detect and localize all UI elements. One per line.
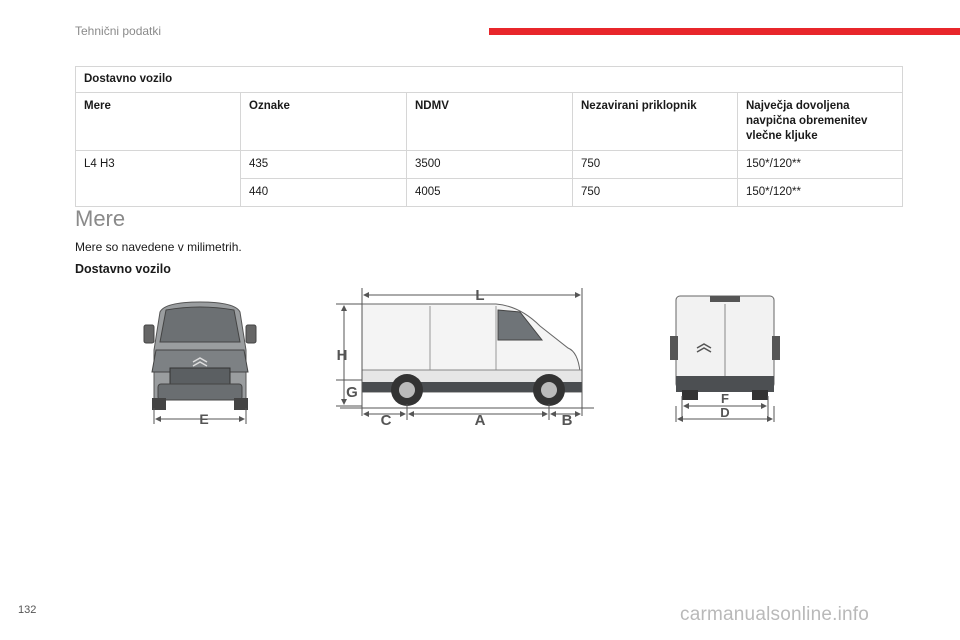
column-header: Največja dovoljena navpična obremenitev vlečne kljuke (738, 93, 903, 151)
dimension-label-a: A (474, 412, 486, 429)
dimension-label-c: C (380, 412, 392, 429)
table-cell: 4005 (407, 179, 573, 207)
column-header: Mere (76, 93, 241, 151)
dimension-label-l: L (475, 287, 485, 304)
column-header: Nezavirani priklopnik (573, 93, 738, 151)
page-number: 132 (18, 604, 37, 616)
table-caption: Dostavno vozilo (76, 67, 903, 93)
table-cell: 750 (573, 151, 738, 179)
watermark-link[interactable]: carmanualsonline.info (680, 604, 870, 625)
side-view-illustration (336, 288, 594, 420)
table-cell: 435 (241, 151, 407, 179)
section-intro: Mere so navedene v milimetrih. (75, 240, 242, 254)
table-cell: 150*/120** (738, 151, 903, 179)
dimension-label-b: B (561, 412, 573, 429)
column-header: Oznake (241, 93, 407, 151)
section-subheading: Dostavno vozilo (75, 262, 171, 276)
table-cell: L4 H3 (76, 151, 241, 179)
table-cell: 3500 (407, 151, 573, 179)
section-heading: Mere (75, 206, 126, 231)
table-cell: 150*/120** (738, 179, 903, 207)
table-cell: 750 (573, 179, 738, 207)
header-title: Tehnični podatki (75, 24, 162, 38)
dimension-label-f: F (721, 391, 729, 406)
dimension-label-g: G (346, 384, 358, 401)
column-header: NDMV (407, 93, 573, 151)
table-cell: 440 (241, 179, 407, 207)
dimension-label-d: D (720, 405, 730, 420)
front-view-illustration (144, 302, 256, 424)
dimension-label-e: E (199, 411, 209, 427)
dimension-label-h: H (336, 347, 348, 364)
